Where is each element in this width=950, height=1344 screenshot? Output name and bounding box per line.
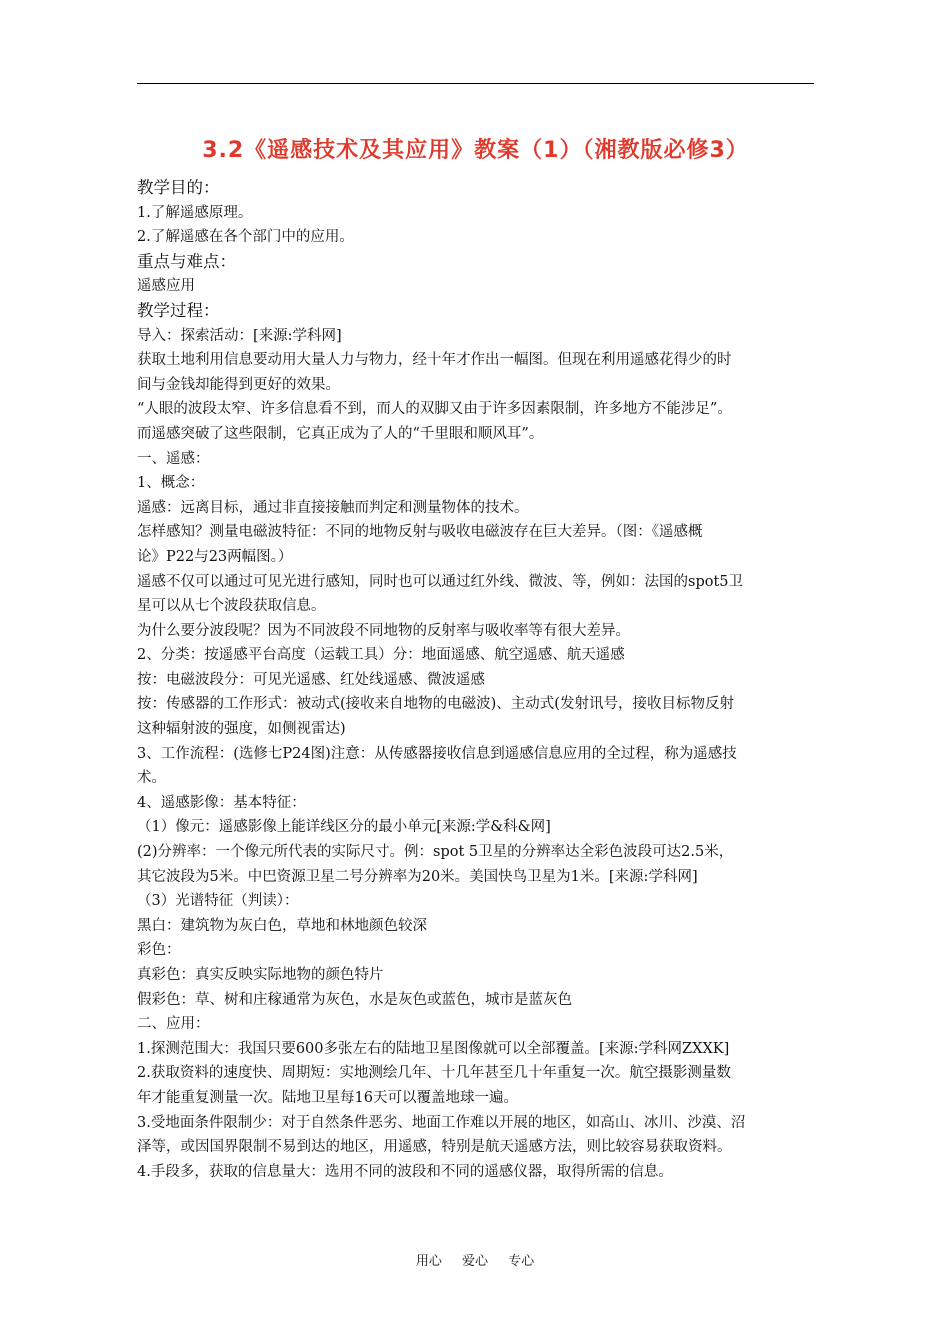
text-line: 4.手段多，获取的信息量大：选用不同的波段和不同的遥感仪器，取得所需的信息。 [137, 1163, 673, 1180]
text-line: (2)分辨率：一个像元所代表的实际尺寸。例：spot 5卫星的分辨率达全彩色波段可达2.5米， [137, 844, 734, 861]
text-line: 遥感：远离目标，通过非直接接触而判定和测量物体的技术。 [137, 499, 529, 516]
text-line: 1.了解遥感原理。 [137, 204, 253, 221]
text-line: 为什么要分波段呢？因为不同波段不同地物的反射率与吸收率等有很大差异。 [137, 622, 630, 639]
page-footer [0, 1250, 950, 1269]
text-line: 论》P22与23两幅图。） [137, 548, 293, 565]
text-line: 泽等，或因国界限制不易到达的地区，用遥感，特别是航天遥感方法，则比较容易获取资料。 [137, 1139, 732, 1156]
text-line: 2.获取资料的速度快、周期短：实地测绘几年、十几年甚至几十年重复一次。航空摄影测量数 [137, 1065, 731, 1082]
text-line: 真彩色：真实反映实际地物的颜色特片 [137, 967, 384, 983]
text-line: 其它波段为5米。中巴资源卫星二号分辨率为20米。美国快鸟卫星为1米。[来源:学科网] [137, 868, 698, 885]
text-line: 星可以从七个波段获取信息。 [137, 598, 326, 615]
text-line: （3）光谱特征（判读）： [137, 893, 299, 910]
text-line: 遥感不仅可以通过可见光进行感知，同时也可以通过红外线、微波、等，例如：法国的spot5卫 [137, 573, 744, 590]
text-line: 怎样感知？测量电磁波特征：不同的地物反射与吸收电磁波存在巨大差异。（图：《遥感概 [137, 524, 703, 541]
text-line: 2.了解遥感在各个部门中的应用。 [137, 229, 354, 246]
document-title: 3.2《遥感技术及其应用》教案（1）（湘教版必修3） [202, 138, 749, 163]
text-line: 按：电磁波段分：可见光遥感、红处线遥感、微波遥感 [137, 671, 485, 688]
text-line: 年才能重复测量一次。陆地卫星每16天可以覆盖地球一遍。 [137, 1089, 518, 1106]
text-line: 而遥感突破了这些限制，它真正成为了人的“千里眼和顺风耳”。 [137, 425, 544, 442]
text-line: 术。 [137, 770, 166, 787]
text-line: 二、应用： [137, 1016, 210, 1033]
text-line: 一、遥感： [137, 450, 210, 467]
text-line: 导入：探索活动：[来源:学科网] [137, 327, 342, 344]
text-line: 间与金钱却能得到更好的效果。 [137, 376, 340, 393]
section-heading: 教学目的： [137, 178, 220, 197]
text-line: 4、遥感影像：基本特征： [137, 794, 306, 811]
text-line: 1.探测范围大：我国只要600多张左右的陆地卫星图像就可以全部覆盖。[来源:学科网ZXXK] [137, 1040, 730, 1057]
footer-text-2: 爱心 [461, 1254, 488, 1269]
text-line: 获取土地利用信息要动用大量人力与物力，经十年才作出一幅图。但现在利用遥感花得少的时 [137, 352, 732, 369]
section-heading: 重点与难点： [137, 251, 236, 271]
text-line: （1）像元：遥感影像上能详线区分的最小单元[来源:学&科&网] [137, 819, 551, 836]
header-rule [137, 83, 814, 84]
text-line: 2、分类：按遥感平台高度（运载工具）分：地面遥感、航空遥感、航天遥感 [137, 647, 625, 664]
text-line: 彩色： [137, 942, 181, 959]
text-line: 黑白：建筑物为灰白色，草地和林地颜色较深 [137, 917, 427, 934]
text-line: “人眼的波段太窄、许多信息看不到，而人的双脚又由于许多因素限制，许多地方不能涉足”。 [137, 401, 732, 418]
section-heading: 教学过程： [137, 300, 220, 320]
text-line: 假彩色：草、树和庄稼通常为灰色，水是灰色或蓝色，城市是蓝灰色 [137, 991, 572, 1008]
document-body [137, 176, 817, 1184]
text-line: 3.受地面条件限制少：对于自然条件恶劣、地面工作难以开展的地区，如高山、冰川、沙漠、沼 [137, 1114, 746, 1131]
text-line: 1、概念： [137, 475, 205, 492]
footer-text-1: 用心 [415, 1254, 442, 1269]
text-line: 遥感应用 [137, 278, 195, 295]
footer-text-3: 专心 [508, 1254, 535, 1269]
text-line: 这种辐射波的强度，如侧视雷达) [137, 721, 346, 738]
text-line: 按：传感器的工作形式：被动式(接收来自地物的电磁波)、主动式(发射讯号，接收目标物反射 [137, 696, 734, 713]
text-line: 3、工作流程：(选修七P24图)注意：从传感器接收信息到遥感信息应用的全过程，称为遥感技 [137, 745, 737, 762]
